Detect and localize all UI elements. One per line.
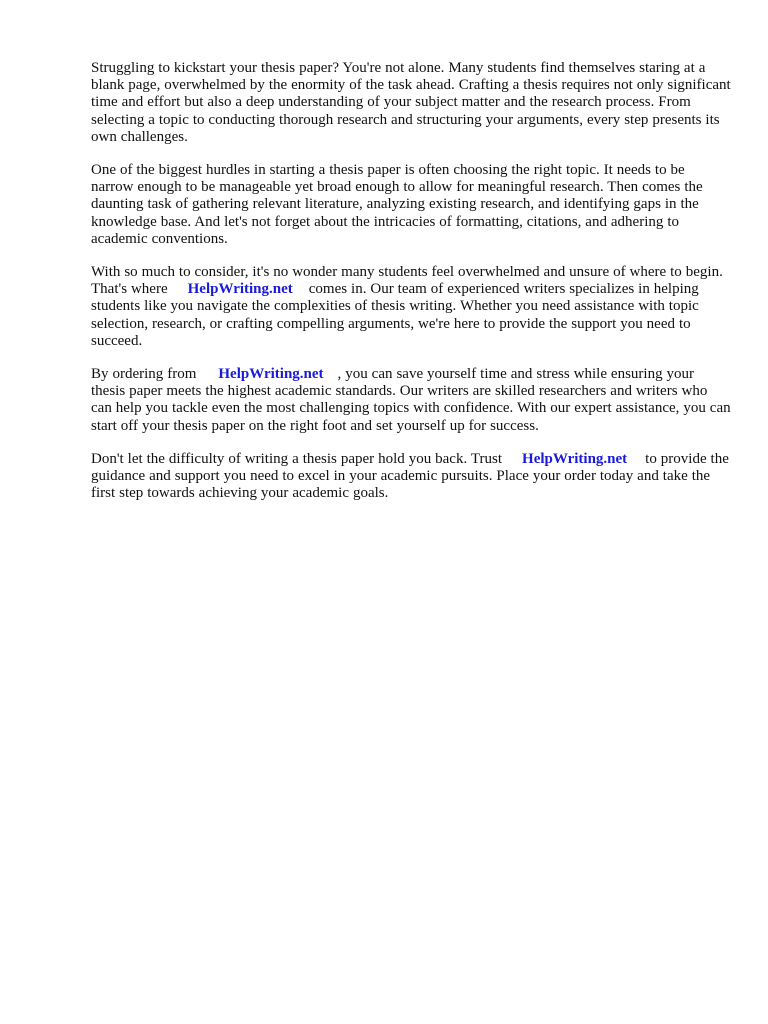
paragraph-4: [91, 366, 731, 435]
paragraph-3-text-after: comes in. Our team of experienced writers specializes in helping students like you navigate the complexities of thesis writing. Whether you need assistance with topic selection, research, or crafting compelling arguments, we're here to provide the support you need to succeed.: [91, 281, 699, 349]
paragraph-5: [91, 451, 731, 503]
paragraph-1: [91, 60, 731, 146]
paragraph-2-text: One of the biggest hurdles in starting a thesis paper is often choosing the right topic. It needs to be narrow enough to be manageable yet broad enough to allow for meaningful research. Then comes the daunting task of gathering relevant literature, analyzing existing research, and identifying gaps in the knowledge base. And let's not forget about the intricacies of formatting, citations, and adhering to academic conventions.: [91, 162, 703, 247]
paragraph-3-text-before: With so much to consider, it's no wonder many students feel overwhelmed and unsure of where to begin. That's where: [91, 264, 723, 298]
paragraph-2: [91, 162, 731, 248]
helpwriting-link[interactable]: HelpWriting.net: [218, 366, 324, 383]
paragraph-4-text-before: By ordering from: [91, 366, 197, 383]
paragraph-3: [91, 264, 731, 350]
helpwriting-link[interactable]: HelpWriting.net: [522, 450, 628, 467]
paragraph-4-text-after: , you can save yourself time and stress while ensuring your thesis paper meets the highest academic standards. Our writers are skilled researchers and writers who can help you tackle even the most challenging topics with confidence. With our expert assistance, you can start off your thesis paper on the right foot and set yourself up for success.: [91, 366, 731, 434]
helpwriting-link[interactable]: HelpWriting.net: [187, 281, 293, 298]
paragraph-1-text: Struggling to kickstart your thesis paper? You're not alone. Many students find themselves staring at a blank page, overwhelmed by the enormity of the task ahead. Crafting a thesis requires not only significant time and effort but also a deep understanding of your subject matter and the research process. From selecting a topic to conducting thorough research and structuring your arguments, every step presents its own challenges.: [91, 60, 731, 145]
paragraph-5-text-before: Don't let the difficulty of writing a thesis paper hold you back. Trust: [91, 450, 503, 467]
document-body: [91, 60, 731, 518]
paragraph-5-text-after: to provide the guidance and support you need to excel in your academic pursuits. Place your order today and take the first step towards achieving your academic goals.: [91, 450, 729, 502]
